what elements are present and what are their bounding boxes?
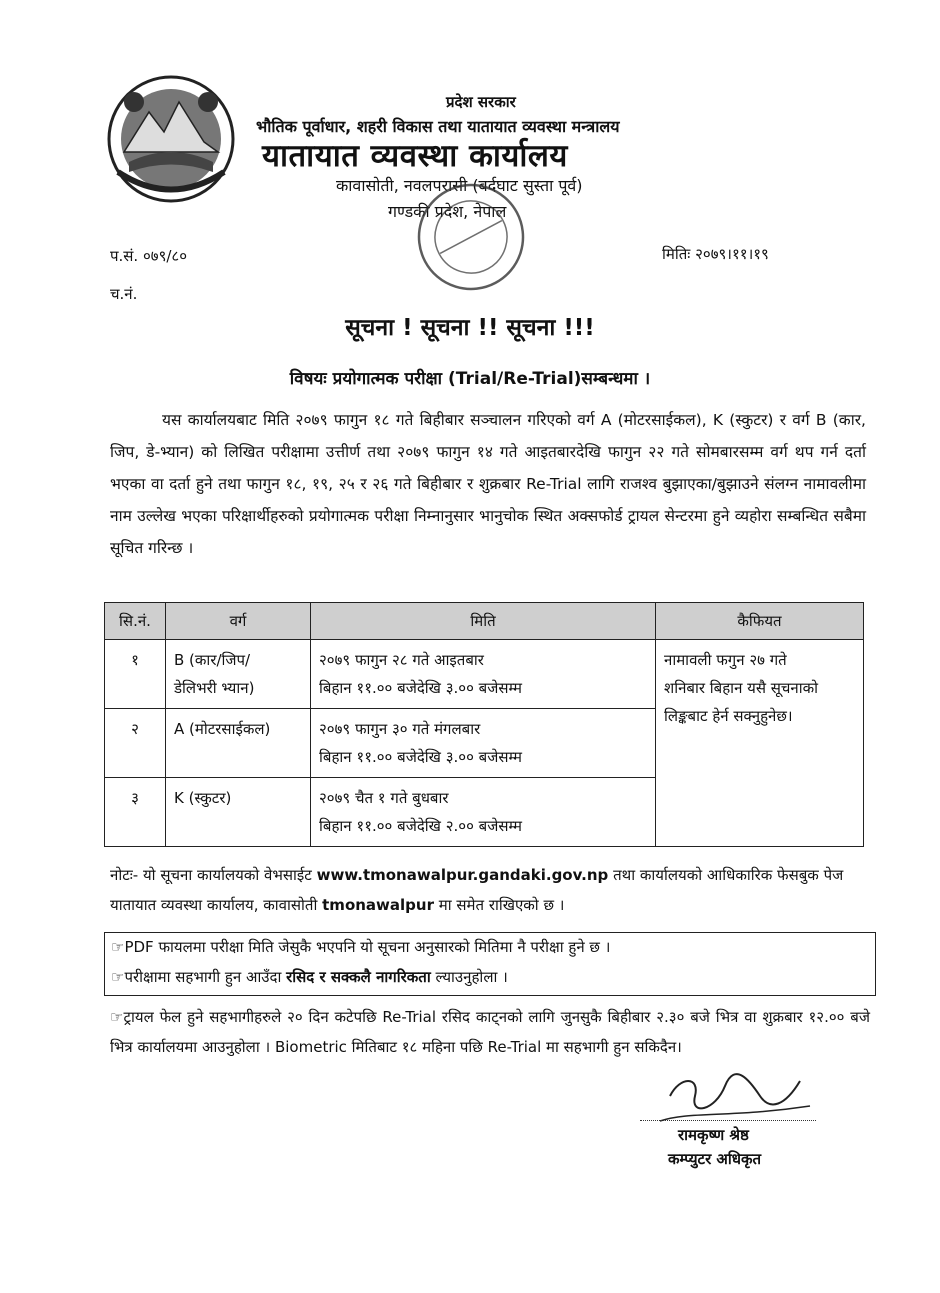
remark-line2: शनिबार बिहान यसै सूचनाको	[664, 679, 819, 697]
cell-date-line1: २०७९ फागुन २८ गते आइतबार	[319, 651, 484, 669]
header-province: गण्डकी प्रदेश, नेपाल	[388, 202, 507, 221]
cell-date-line2: बिहान ११.०० बजेदेखि २.०० बजेसम्म	[319, 817, 522, 835]
cell-date	[311, 709, 656, 778]
cell-class-line1: K (स्कुटर)	[174, 789, 232, 807]
cell-remarks	[656, 640, 864, 847]
cell-class	[166, 709, 311, 778]
notice-subject: विषयः प्रयोगात्मक परीक्षा (Trial/Re-Trial)सम्बन्धमा ।	[289, 369, 651, 389]
cell-class	[166, 640, 311, 709]
pointing-hand-icon: ☞	[110, 1008, 124, 1026]
cell-date-line2: बिहान ११.०० बजेदेखि ३.०० बजेसम्म	[319, 679, 522, 697]
office-stamp-icon	[396, 172, 546, 302]
cell-sn: ३	[105, 778, 166, 847]
nepal-emblem-icon	[104, 72, 238, 206]
website-link[interactable]: www.tmonawalpur.gandaki.gov.np	[316, 866, 609, 884]
col-header-sn: सि.नं.	[105, 603, 166, 640]
instruction-retrial-text: ट्रायल फेल हुने सहभागीहरुले २० दिन कटेपछि Re-Trial रसिद काट्नको लागि जुनसुकै बिहीबार २.३० बजे भित्र वा शुक्रबार १२.०० बजे भित्र कार्यालयमा आउनुहोला । Biometric मितिबाट १८ महिना पछि Re-Trial मा सहभागी हुन सकिदैन।	[110, 1008, 870, 1056]
cell-date-line2: बिहान ११.०० बजेदेखि ३.०० बजेसम्म	[319, 748, 522, 766]
header-government: प्रदेश सरकार	[446, 93, 516, 111]
cell-date	[311, 640, 656, 709]
cell-date	[311, 778, 656, 847]
cell-class-line1: A (मोटरसाईकल)	[174, 720, 271, 738]
pointing-hand-icon: ☞	[111, 968, 125, 986]
note-paragraph	[110, 860, 870, 920]
instruction-documents	[111, 967, 508, 987]
header-ministry: भौतिक पूर्वाधार, शहरी विकास तथा यातायात व्यवस्था मन्त्रालय	[256, 117, 620, 136]
instruction-documents-prefix: परीक्षामा सहभागी हुन आउँदा	[124, 968, 282, 986]
remark-line1: नामावली फगुन २७ गते	[664, 651, 787, 669]
notice-title: सूचना ! सूचना !! सूचना !!!	[345, 315, 595, 341]
notice-date: मितिः २०७९।११।१९	[662, 245, 769, 263]
handwritten-signature-icon	[640, 1066, 820, 1128]
signature-line	[640, 1120, 816, 1121]
cell-sn: २	[105, 709, 166, 778]
notice-body	[110, 404, 866, 564]
instruction-documents-suffix: ल्याउनुहोला ।	[435, 968, 508, 986]
reference-number: प.सं. ०७९/८०	[110, 247, 188, 265]
cell-date-line1: २०७९ चैत १ गते बुधबार	[319, 789, 449, 807]
cell-class	[166, 778, 311, 847]
instruction-documents-bold: रसिद र सक्कलै नागरिकता	[286, 968, 431, 986]
instructions-box	[104, 932, 876, 996]
note-suffix: मा समेत राखिएको छ ।	[438, 896, 565, 914]
col-header-class: वर्ग	[166, 603, 311, 640]
instruction-pdf-date	[111, 937, 610, 957]
instruction-pdf-date-text: PDF फायलमा परीक्षा मिति जेसुकै भएपनि यो सूचना अनुसारको मितिमा नै परीक्षा हुने छ ।	[124, 938, 611, 956]
cell-class-line2: डेलिभरी भ्यान)	[174, 679, 255, 697]
pointing-hand-icon: ☞	[111, 938, 125, 956]
notice-body-text: यस कार्यालयबाट मिति २०७९ फागुन १८ गते बिहीबार सञ्चालन गरिएको वर्ग A (मोटरसाईकल), K (स्कुटर) र वर्ग B (कार, जिप, डे-भ्यान) को लिखित परीक्षामा उत्तीर्ण तथा २०७९ फागुन १४ गते आइतबारदेखि फागुन २२ गते सोमबारसम्म वर्ग थप गर्न दर्ता भएका वा दर्ता हुने तथा फागुन १८, १९, २५ र २६ गते बिहीबार र शुक्रबार Re-Trial लागि राजश्व बुझाएका/बुझाउने संलग्न नामावलीमा नाम उल्लेख भएका परिक्षार्थीहरुको प्रयोगात्मक परीक्षा निम्नानुसार भानुचोक स्थित अक्सफोर्ड ट्रायल सेन्टरमा हुने व्यहोरा सम्बन्धित सबैमा सूचित गरिन्छ ।	[110, 411, 866, 557]
table-header-row	[105, 603, 864, 640]
signatory-title: कम्प्युटर अधिकृत	[668, 1150, 762, 1168]
col-header-date: मिति	[311, 603, 656, 640]
col-header-remarks: कैफियत	[656, 603, 864, 640]
cell-date-line1: २०७९ फागुन ३० गते मंगलबार	[319, 720, 481, 738]
note-middle: तथा कार्यालयको आधिकारिक फेसबुक पेज यातायात व्यवस्था कार्यालय, कावासोती	[110, 866, 844, 914]
cell-sn: १	[105, 640, 166, 709]
header-address: कावासोती, नवलपरासी (बर्दघाट सुस्ता पूर्व)	[336, 176, 583, 195]
table-row	[105, 640, 864, 709]
signatory-name: रामकृष्ण श्रेष्ठ	[678, 1126, 749, 1144]
remark-line3: लिङ्कबाट हेर्न सक्नुहुनेछ।	[664, 707, 793, 725]
instruction-retrial	[110, 1002, 870, 1062]
facebook-page-link[interactable]: tmonawalpur	[322, 896, 434, 914]
dispatch-number: च.नं.	[110, 285, 138, 303]
note-prefix: नोटः- यो सूचना कार्यालयको वेभसाईट	[110, 866, 312, 884]
header-office-name: यातायात व्यवस्था कार्यालय	[262, 138, 568, 174]
cell-class-line1: B (कार/जिप/	[174, 651, 251, 669]
schedule-table	[104, 602, 864, 847]
